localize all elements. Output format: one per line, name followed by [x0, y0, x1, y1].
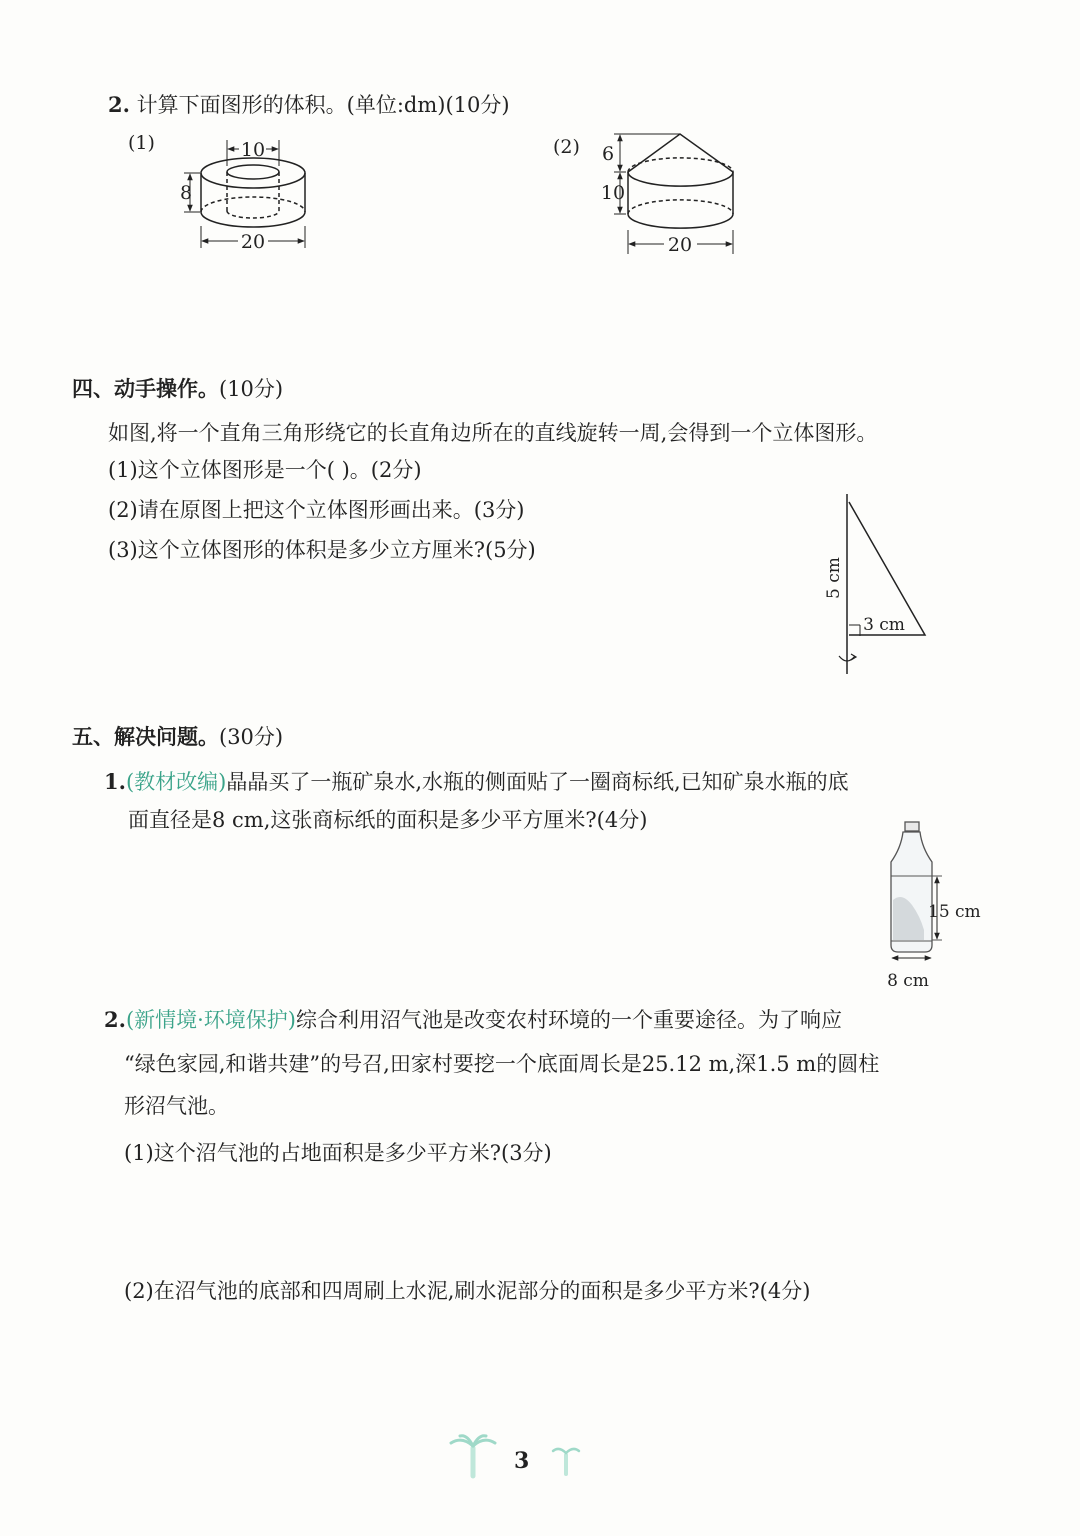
sec5-q1-text1: 晶晶买了一瓶矿泉水,水瓶的侧面贴了一圈商标纸,已知矿泉水瓶的底	[226, 770, 849, 794]
fig1-label: (1)	[128, 132, 155, 154]
palm-tree-icon	[451, 1436, 495, 1476]
sec5-q1-line2: 面直径是8 cm,这张商标纸的面积是多少平方厘米?(4分)	[128, 808, 648, 832]
sec4-heading	[72, 379, 283, 400]
fig2-cyl-dim: 10	[600, 182, 626, 204]
sec5-q2-sub1: (1)这个沼气池的占地面积是多少平方米?(3分)	[124, 1141, 552, 1165]
fig2-label: (2)	[553, 136, 580, 158]
bottle-height-label: 15 cm	[928, 902, 981, 922]
bottle-width-label: 8 cm	[887, 971, 929, 991]
sec5-heading	[72, 727, 283, 748]
fig1-bottom-dim: 20	[240, 231, 266, 253]
sec4-item-1: (1)这个立体图形是一个( )。(2分)	[108, 458, 422, 482]
sec5-q2-line2: “绿色家园,和谐共建”的号召,田家村要挖一个底面周长是25.12 m,深1.5 m的圆柱	[124, 1052, 880, 1076]
q2-number: 2.	[108, 92, 130, 117]
fig2-cone-dim: 6	[601, 143, 615, 165]
sec4-title: 四、动手操作。	[72, 377, 219, 401]
sec5-q2-line3: 形沼气池。	[124, 1094, 229, 1118]
sec5-score: (30分)	[219, 725, 284, 749]
q2-text: 计算下面图形的体积。(单位:dm)(10分)	[136, 93, 510, 117]
sec5-q2-sub2: (2)在沼气池的底部和四周刷上水泥,刷水泥部分的面积是多少平方米?(4分)	[124, 1279, 811, 1303]
right-triangle-figure	[839, 494, 925, 674]
sec4-score: (10分)	[219, 377, 284, 401]
fig2-bottom-dim: 20	[667, 234, 693, 256]
sec4-intro: 如图,将一个直角三角形绕它的长直角边所在的直线旋转一周,会得到一个立体图形。	[108, 421, 878, 445]
triangle-base-label: 3 cm	[863, 615, 905, 635]
water-bottle-figure	[891, 822, 942, 958]
sec5-q1-tag: (教材改编)	[125, 770, 227, 794]
sec5-q2-tag: (新情境·环境保护)	[125, 1008, 296, 1032]
triangle-side-label: 5 cm	[824, 557, 844, 599]
sec5-q1-line1	[104, 771, 849, 793]
sec5-q2-line1	[104, 1009, 842, 1031]
sec5-title: 五、解决问题。	[72, 725, 219, 749]
sec5-q2-text1: 综合利用沼气池是改变农村环境的一个重要途径。为了响应	[296, 1008, 842, 1032]
sec5-q2-number: 2.	[104, 1007, 126, 1032]
sec4-item-2: (2)请在原图上把这个立体图形画出来。(3分)	[108, 498, 525, 522]
page-number: 3	[514, 1448, 530, 1474]
sec4-item-3: (3)这个立体图形的体积是多少立方厘米?(5分)	[108, 538, 536, 562]
palm-tree-small-icon	[553, 1449, 579, 1474]
fig1-top-dim: 10	[240, 139, 266, 161]
sec5-q1-number: 1.	[104, 769, 126, 794]
fig1-height-dim: 8	[179, 182, 193, 204]
